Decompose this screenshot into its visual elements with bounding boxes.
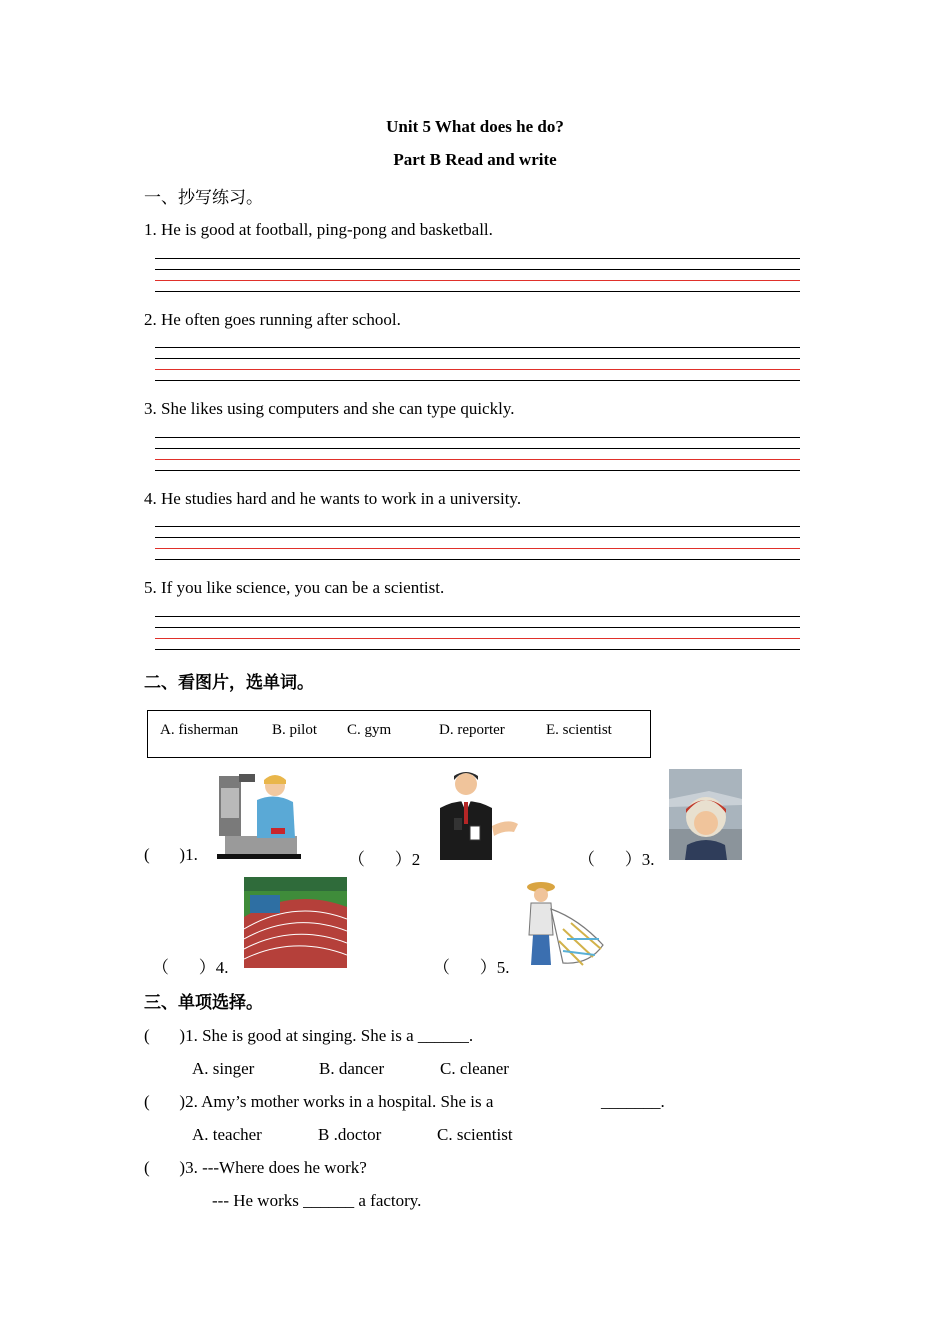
question-2[interactable]: ( )2. Amy’s mother works in a hospital. She is a [144, 1092, 494, 1111]
gym-track-picture [244, 877, 347, 968]
question-2-choice-a[interactable]: A. teacher [192, 1125, 262, 1144]
picture-answer-3[interactable]: （ ）3. [578, 850, 655, 869]
picture-answer-4[interactable]: （ ）4. [152, 958, 229, 977]
option-pilot: B. pilot [272, 722, 318, 738]
question-1-choice-b[interactable]: B. dancer [319, 1059, 385, 1078]
question-2-blank[interactable]: _______. [601, 1092, 665, 1111]
word-options-box [147, 710, 651, 758]
question-3-reply[interactable]: --- He works ______ a factory. [212, 1191, 422, 1210]
question-3[interactable]: ( )3. ---Where does he work? [144, 1158, 367, 1177]
picture-answer-1[interactable]: ( )1. [144, 845, 198, 864]
picture-answer-2[interactable]: （ ）2 [348, 850, 421, 869]
picture-answer-5[interactable]: （ ）5. [433, 958, 510, 977]
option-scientist: E. scientist [546, 722, 612, 738]
page-title: Unit 5 What does he do? [386, 117, 564, 136]
question-1-choice-c[interactable]: C. cleaner [440, 1059, 509, 1078]
question-1[interactable]: ( )1. She is good at singing. She is a ______. [144, 1026, 474, 1045]
option-reporter: D. reporter [439, 722, 505, 738]
writing-lines-2[interactable] [155, 347, 800, 381]
writing-lines-4[interactable] [155, 526, 800, 560]
section1-heading: 一、抄写练习。 [144, 188, 263, 207]
pilot-picture [669, 769, 742, 860]
page-subtitle: Part B Read and write [393, 150, 557, 169]
question-1-choice-a[interactable]: A. singer [192, 1059, 255, 1078]
copy-sentence-5: 5. If you like science, you can be a scientist. [144, 578, 445, 597]
copy-sentence-3: 3. She likes using computers and she can type quickly. [144, 399, 515, 418]
fisherman-picture [523, 879, 609, 969]
copy-sentence-4: 4. He studies hard and he wants to work in a university. [144, 489, 522, 508]
section2-heading: 二、看图片，选单词。 [144, 673, 314, 692]
writing-lines-5[interactable] [155, 616, 800, 650]
option-gym: C. gym [347, 722, 392, 738]
writing-lines-1[interactable] [155, 258, 800, 292]
option-fisherman: A. fisherman [160, 722, 239, 738]
question-2-choice-c[interactable]: C. scientist [437, 1125, 513, 1144]
copy-sentence-2: 2. He often goes running after school. [144, 310, 401, 329]
question-2-choice-b[interactable]: B .doctor [318, 1125, 382, 1144]
copy-sentence-1: 1. He is good at football, ping-pong and basketball. [144, 220, 493, 239]
section3-heading: 三、单项选择。 [144, 993, 263, 1012]
reporter-picture [434, 768, 522, 860]
writing-lines-3[interactable] [155, 437, 800, 471]
scientist-picture [217, 768, 301, 859]
